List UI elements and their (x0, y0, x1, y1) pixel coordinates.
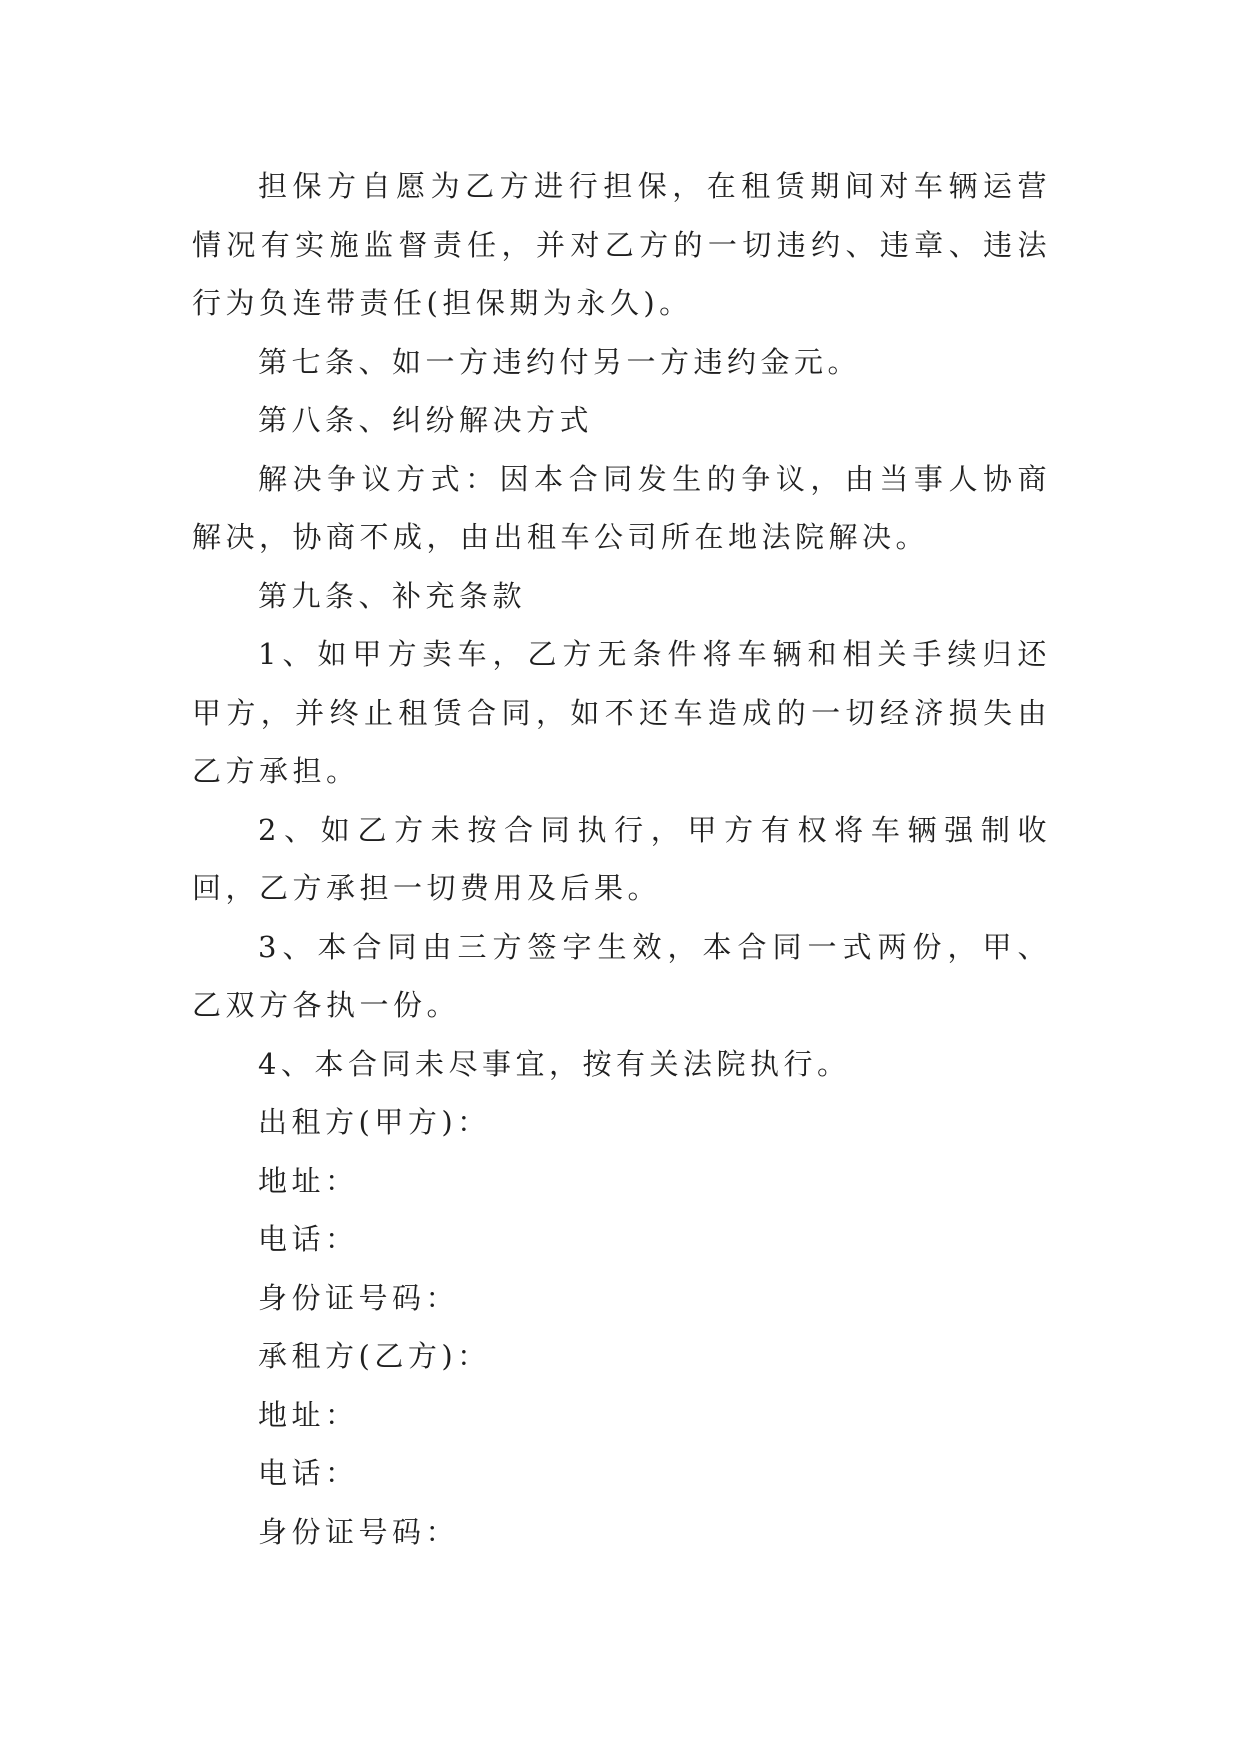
lessee-address-label: 地址： (258, 1397, 359, 1432)
supplementary-clause-4: 4、本合同未尽事宜，按有关法院执行。 (258, 1046, 851, 1081)
dispute-resolution-paragraph: 解决争议方式：因本合同发生的争议，由当事人协商解决，协商不成，由出租车公司所在地法院解决。 (192, 461, 1051, 554)
supplementary-clause-1: 1、如甲方卖车，乙方无条件将车辆和相关手续归还甲方，并终止租赁合同，如不还车造成的一切经济损失由乙方承担。 (192, 637, 1051, 788)
supplementary-clause-3: 3、本合同由三方签字生效，本合同一式两份，甲、乙双方各执一份。 (192, 929, 1051, 1022)
lessee-id-number-label: 身份证号码： (258, 1514, 460, 1549)
lessor-address-label: 地址： (258, 1163, 359, 1198)
lessee-label: 承租方(乙方)： (258, 1339, 491, 1373)
document-body (192, 157, 1051, 1561)
article-8-heading: 第八条、纠纷解决方式 (258, 403, 594, 437)
supplementary-clause-2: 2、如乙方未按合同执行，甲方有权将车辆强制收回，乙方承担一切费用及后果。 (192, 812, 1051, 905)
article-7: 第七条、如一方违约付另一方违约金元。 (258, 344, 862, 379)
lessor-phone-label: 电话： (258, 1222, 359, 1256)
lessee-phone-label: 电话： (258, 1456, 359, 1490)
guarantee-paragraph: 担保方自愿为乙方进行担保，在租赁期间对车辆运营情况有实施监督责任，并对乙方的一切违约、违章、违法行为负连带责任(担保期为永久)。 (192, 169, 1051, 320)
article-9-heading: 第九条、补充条款 (258, 578, 527, 613)
lessor-label: 出租方(甲方)： (258, 1105, 491, 1139)
lessor-id-number-label: 身份证号码： (258, 1280, 460, 1315)
